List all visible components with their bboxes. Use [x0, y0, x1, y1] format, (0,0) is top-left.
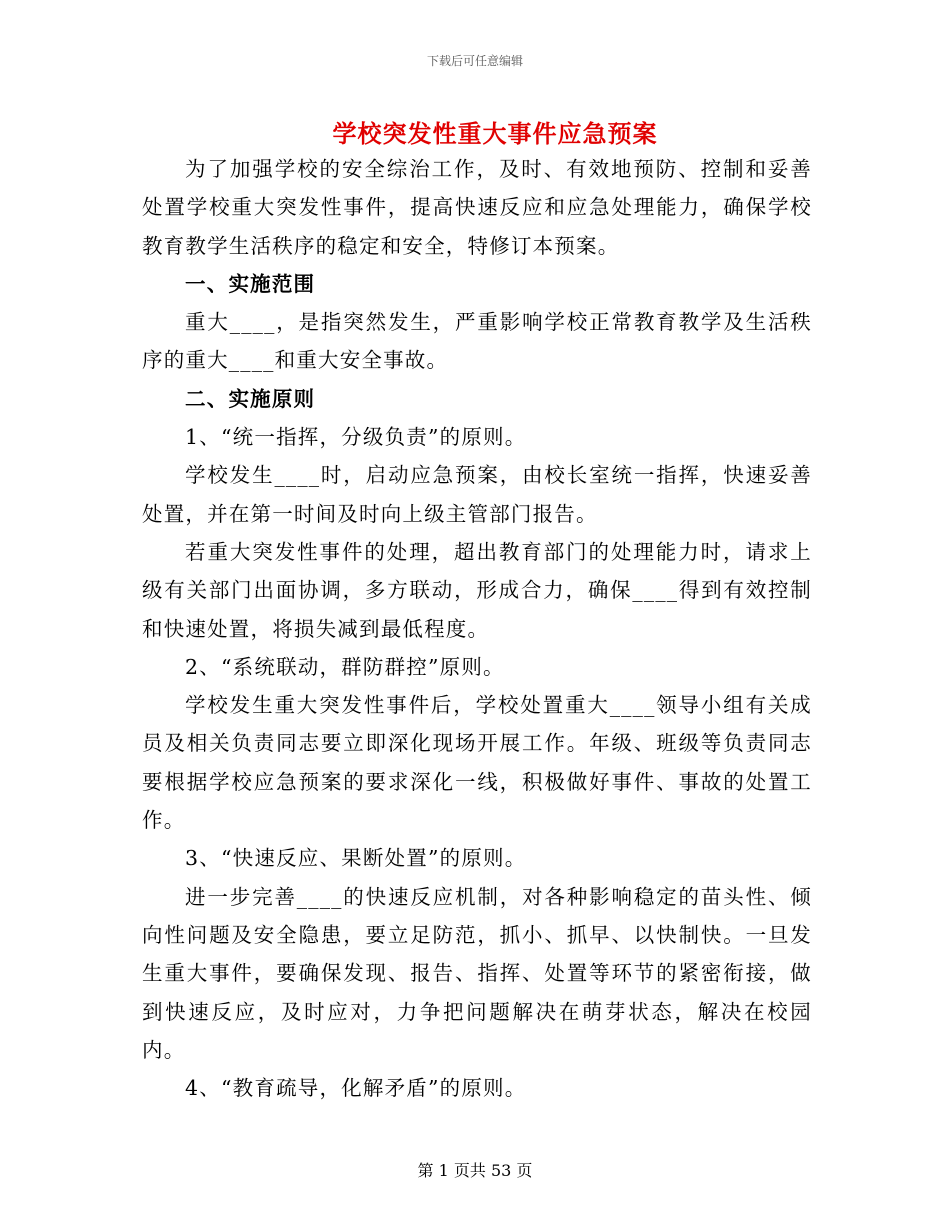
- intro-paragraph: 为了加强学校的安全综治工作，及时、有效地预防、控制和妥善处置学校重大突发性事件，提高快速反应和应急处理能力，确保学校教育教学生活秩序的稳定和安全，特修订本预案。: [142, 157, 812, 258]
- page-footer: 第 1 页共 53 页: [417, 1161, 533, 1180]
- scope-paragraph: 重大____，是指突然发生，严重影响学校正常教育教学及生活秩序的重大____和重大安全事故。: [142, 310, 812, 373]
- principle-1-paragraph-1: 学校发生____时，启动应急预案，由校长室统一指挥，快速妥善处置，并在第一时间及时向上级主管部门报告。: [142, 463, 812, 526]
- document-body: [142, 150, 812, 1107]
- principle-1-paragraph-2: 若重大突发性事件的处理，超出教育部门的处理能力时，请求上级有关部门出面协调，多方联动，形成合力，确保____得到有效控制和快速处置，将损失减到最低程度。: [142, 539, 812, 641]
- principle-2-title: 2、“系统联动，群防群控”原则。: [185, 654, 505, 679]
- section-heading-scope: 一、实施范围: [185, 271, 316, 296]
- principle-4-title: 4、“教育疏导，化解矛盾”的原则。: [185, 1076, 527, 1101]
- header-note: 下载后可任意编辑: [426, 54, 523, 68]
- principle-2-paragraph: 学校发生重大突发性事件后，学校处置重大____领导小组有关成员及相关负责同志要立即深化现场开展工作。年级、班级等负责同志要根据学校应急预案的要求深化一线，积极做好事件、事故的处置工作。: [142, 693, 812, 833]
- section-heading-principles: 二、实施原则: [185, 386, 316, 411]
- principle-3-paragraph: 进一步完善____的快速反应机制，对各种影响稳定的苗头性、倾向性问题及安全隐患，要立足防范，抓小、抓早、以快制快。一旦发生重大事件，要确保发现、报告、指挥、处置等环节的紧密衔接，做到快速反应，及时应对，力争把问题解决在萌芽状态，解决在校园内。: [142, 884, 812, 1062]
- document-title: 学校突发性重大事件应急预案: [332, 119, 658, 148]
- principle-1-title: 1、“统一指挥，分级负责”的原则。: [185, 425, 527, 450]
- principle-3-title: 3、“快速反应、果断处置”的原则。: [185, 846, 527, 871]
